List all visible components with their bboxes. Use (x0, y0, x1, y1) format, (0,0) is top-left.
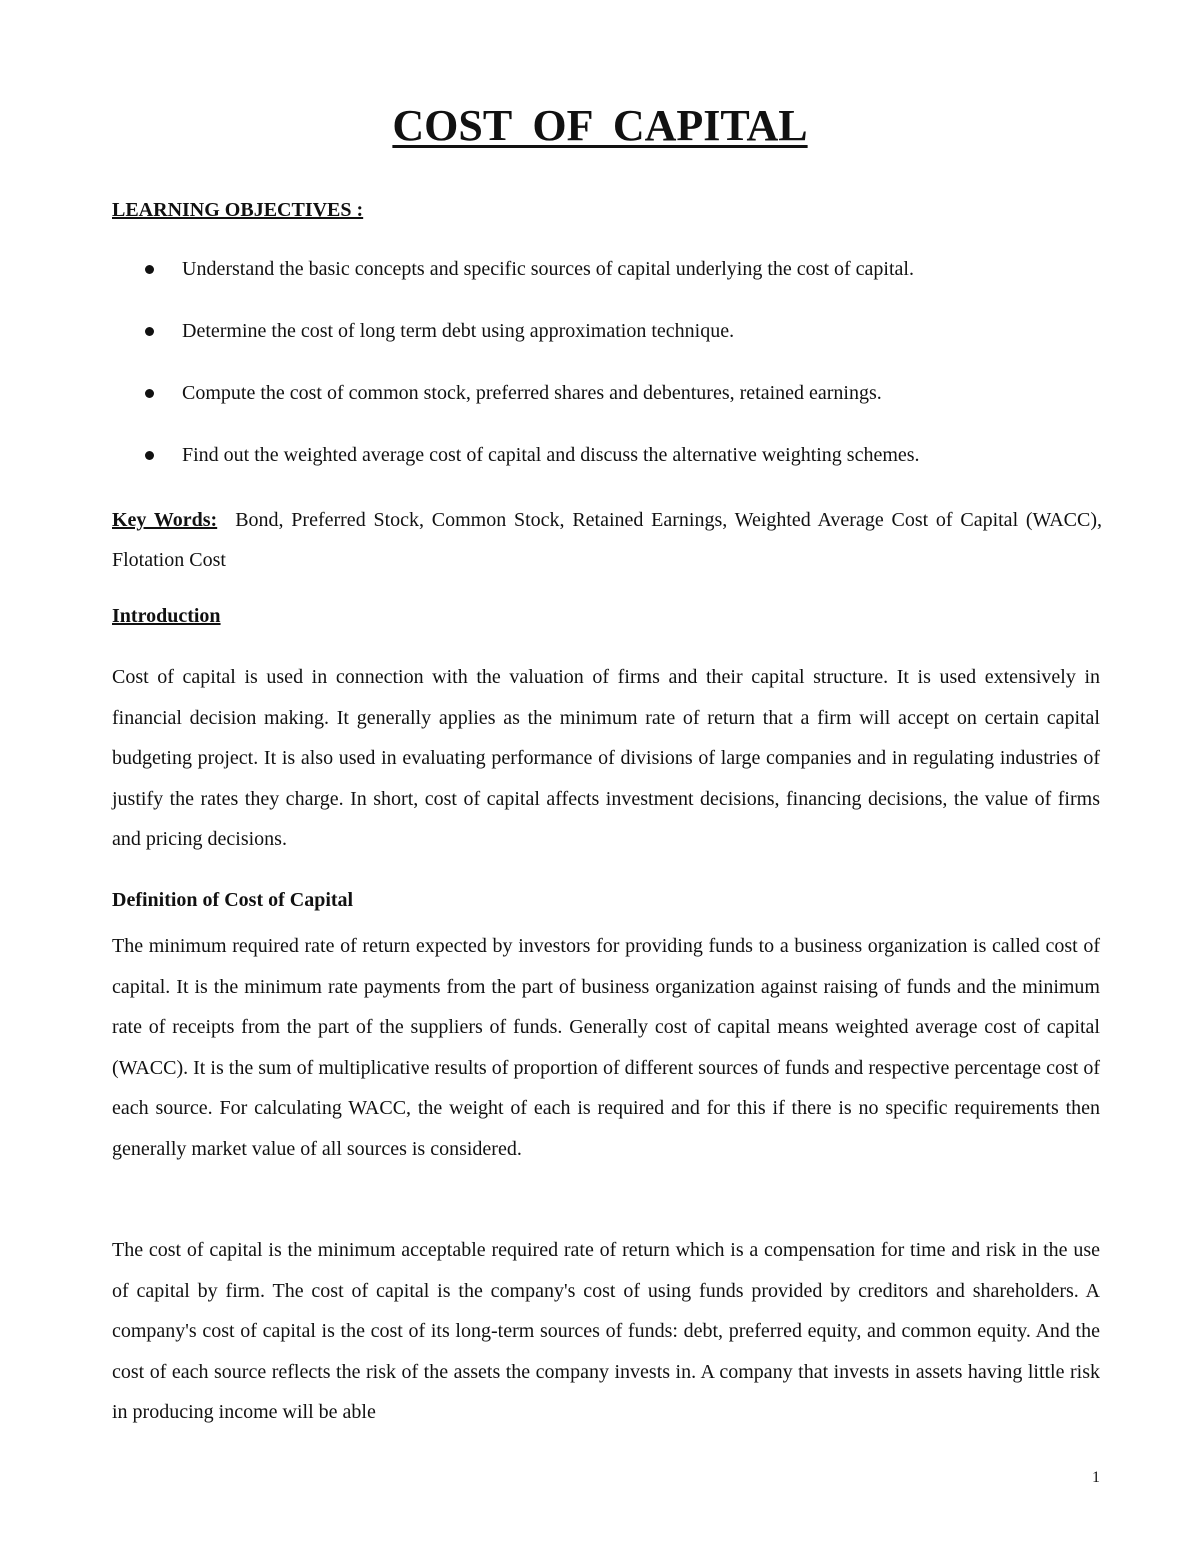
key-words-label: Key Words: (112, 509, 218, 531)
objective-text: Compute the cost of common stock, preferred shares and debentures, retained earnings. (182, 382, 882, 404)
learning-objectives-list (112, 255, 1112, 503)
page-title (0, 98, 1200, 154)
objective-text: Understand the basic concepts and specific sources of capital underlying the cost of capital. (182, 258, 914, 280)
bullet-icon (145, 265, 154, 274)
page-number: 1 (1092, 1469, 1100, 1486)
cost-of-capital-paragraph: The cost of capital is the minimum acceptable required rate of return which is a compensation for time and risk in the use of capital by firm. The cost of capital is the company's cost of using funds provided by creditors and shareholders. A company's cost of capital is the cost of its long-term sources of funds: debt, preferred equity, and common equity. And the cost of each source reflects the risk of the assets the company invests in. A company that invests in assets having little risk in producing income will be able (112, 1239, 1100, 1423)
objective-text: Determine the cost of long term debt using approximation technique. (182, 320, 735, 342)
list-item (112, 441, 1112, 503)
bullet-icon (145, 327, 154, 336)
definition-heading: Definition of Cost of Capital (112, 889, 354, 911)
list-item (112, 255, 1112, 317)
objective-text: Find out the weighted average cost of capital and discuss the alternative weighting schemes. (182, 444, 920, 466)
learning-objectives-heading: LEARNING OBJECTIVES : (112, 199, 364, 221)
key-words-text: Bond, Preferred Stock, Common Stock, Retained Earnings, Weighted Average Cost of Capital (WACC), Flotation Cost (112, 509, 1102, 571)
list-item (112, 317, 1112, 379)
key-words-paragraph (112, 500, 1102, 580)
list-item (112, 379, 1112, 441)
introduction-heading: Introduction (112, 605, 221, 627)
page-title-text: COST OF CAPITAL (392, 101, 808, 150)
bullet-icon (145, 451, 154, 460)
introduction-paragraph: Cost of capital is used in connection with the valuation of firms and their capital structure. It is used extensively in financial decision making. It generally applies as the minimum rate of return that a firm will accept on certain capital budgeting project. It is also used in evaluating performance of divisions of large companies and in regulating industries of justify the rates they charge. In short, cost of capital affects investment decisions, financing decisions, the value of firms and pricing decisions. (112, 666, 1100, 850)
definition-paragraph: The minimum required rate of return expected by investors for providing funds to a business organization is called cost of capital. It is the minimum rate payments from the part of business organization against raising of funds and the minimum rate of receipts from the part of the suppliers of funds. Generally cost of capital means weighted average cost of capital (WACC). It is the sum of multiplicative results of proportion of different sources of funds and respective percentage cost of each source. For calculating WACC, the weight of each is required and for this if there is no specific requirements then generally market value of all sources is considered. (112, 935, 1100, 1160)
bullet-icon (145, 389, 154, 398)
